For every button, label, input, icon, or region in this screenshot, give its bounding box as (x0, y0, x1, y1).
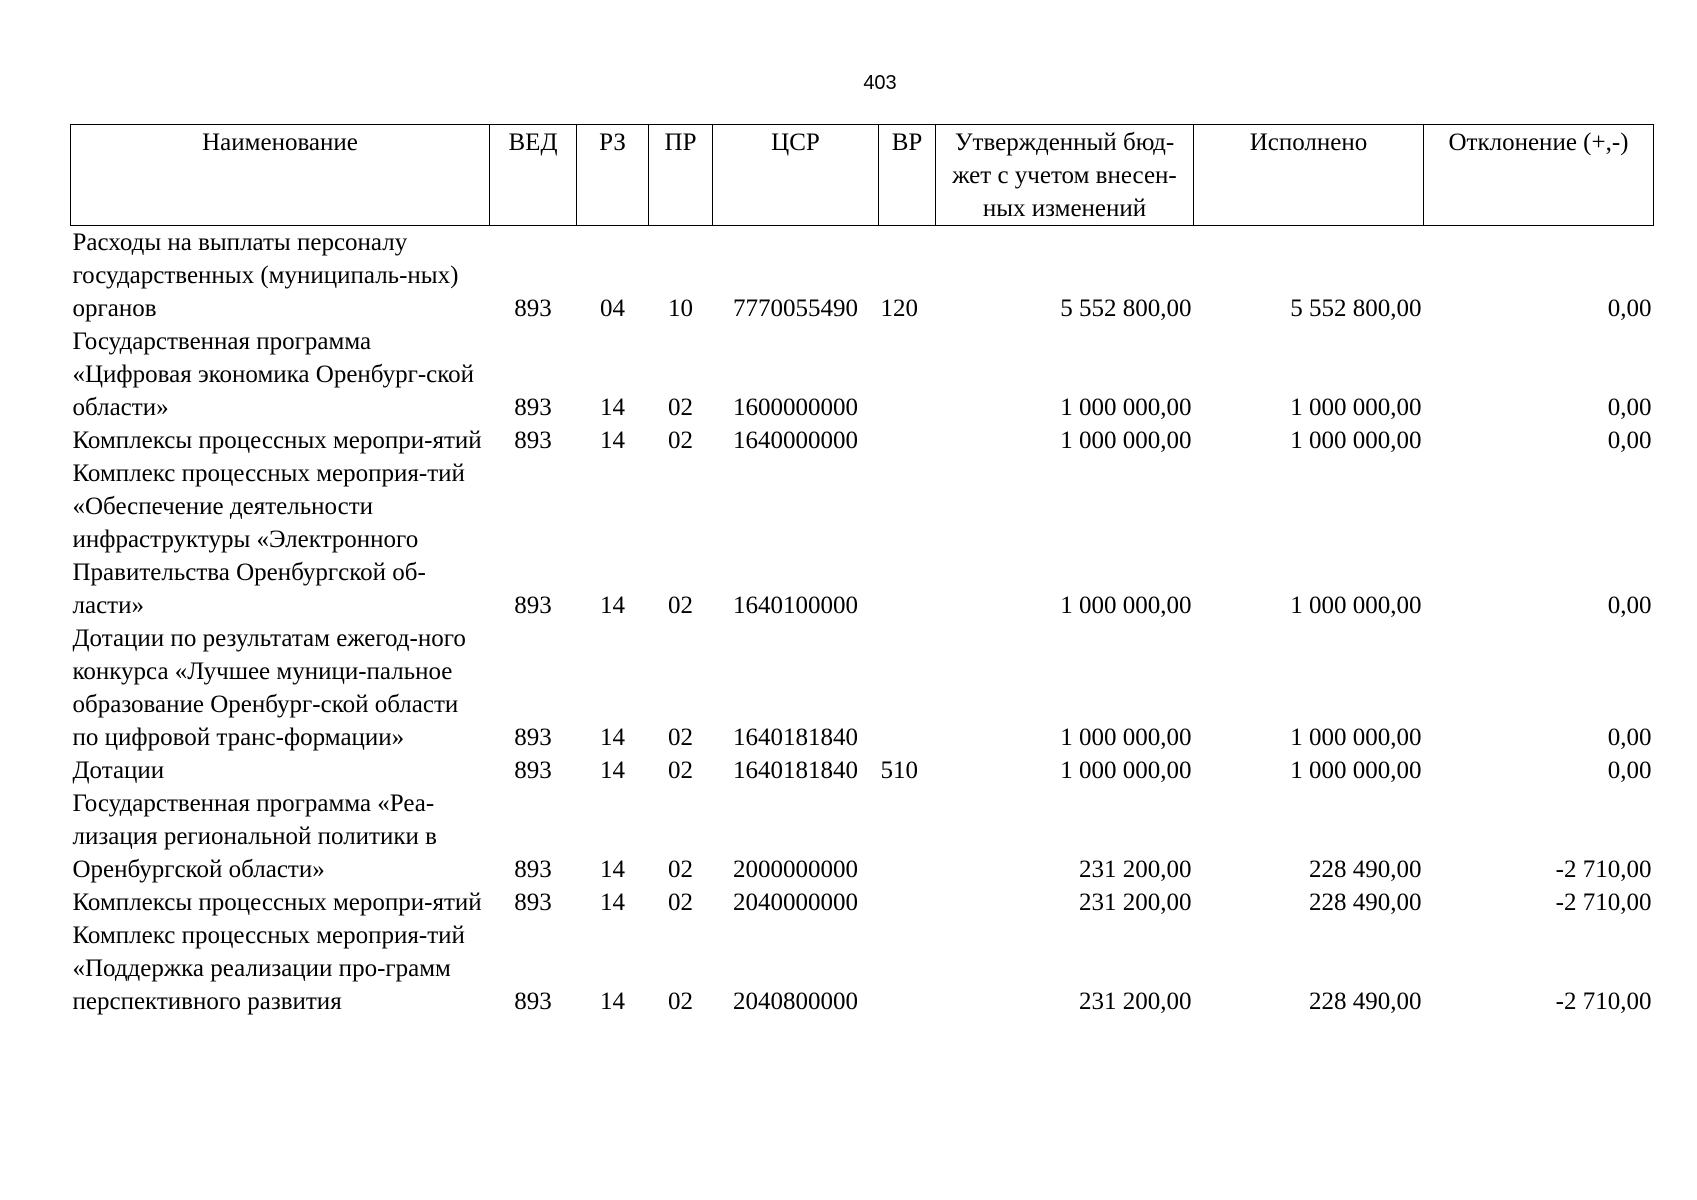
row-approved: 5 552 800,00 (1060, 295, 1192, 322)
row-rz: 14 (600, 889, 625, 916)
row-name: Расходы на выплаты персоналу государственных (муниципаль-ных) органов (72, 229, 459, 322)
table-row (71, 457, 1654, 622)
row-vr (879, 424, 936, 457)
table-body (71, 226, 1654, 1019)
table-row (71, 226, 1654, 326)
row-pr: 02 (668, 724, 693, 751)
table-row (71, 754, 1654, 787)
row-approved: 1 000 000,00 (1060, 724, 1192, 751)
table-row (71, 622, 1654, 754)
row-pr: 02 (668, 592, 693, 619)
row-approved: 231 200,00 (1079, 856, 1192, 883)
row-rz: 04 (600, 295, 625, 322)
row-deviation: 0,00 (1607, 295, 1652, 322)
row-approved: 231 200,00 (1079, 889, 1192, 916)
row-name: Дотации (72, 757, 165, 784)
row-rz: 14 (600, 394, 625, 421)
row-deviation: 0,00 (1607, 724, 1652, 751)
row-pr: 02 (668, 427, 693, 454)
row-ved: 893 (514, 724, 552, 751)
row-ved: 893 (514, 757, 552, 784)
row-csr: 2000000000 (733, 856, 858, 883)
row-name: Дотации по результатам ежегод-ного конкурса «Лучшее муници-пальное образование Оренбург-ской области по цифровой транс-формации» (72, 625, 466, 751)
row-ved: 893 (514, 295, 552, 322)
row-ved: 893 (514, 988, 552, 1015)
row-approved: 1 000 000,00 (1060, 592, 1192, 619)
row-ved: 893 (514, 856, 552, 883)
row-pr: 02 (668, 757, 693, 784)
row-csr: 2040000000 (733, 889, 858, 916)
row-vr (879, 919, 936, 1018)
row-executed: 5 552 800,00 (1290, 295, 1422, 322)
header-name: Наименование (71, 125, 490, 226)
row-ved: 893 (514, 394, 552, 421)
row-vr (879, 325, 936, 424)
row-deviation: -2 710,00 (1555, 889, 1652, 916)
row-pr: 10 (668, 295, 693, 322)
budget-table (70, 124, 1654, 1018)
row-approved: 1 000 000,00 (1060, 427, 1192, 454)
row-csr: 1640000000 (733, 427, 858, 454)
row-approved: 1 000 000,00 (1060, 394, 1192, 421)
row-pr: 02 (668, 394, 693, 421)
row-ved: 893 (514, 427, 552, 454)
table-row (71, 919, 1654, 1018)
table-row (71, 886, 1654, 919)
row-name: Государственная программа «Реа-лизация региональной политики в Оренбургской области» (72, 790, 437, 883)
row-csr: 1640100000 (733, 592, 858, 619)
row-deviation: 0,00 (1607, 757, 1652, 784)
table-header-row (71, 125, 1654, 226)
row-pr: 02 (668, 988, 693, 1015)
row-csr: 1640181840 (733, 724, 858, 751)
row-vr (879, 457, 936, 622)
header-rz: РЗ (577, 125, 649, 226)
row-rz: 14 (600, 592, 625, 619)
row-rz: 14 (600, 757, 625, 784)
row-approved: 1 000 000,00 (1060, 757, 1192, 784)
row-rz: 14 (600, 724, 625, 751)
row-rz: 14 (600, 856, 625, 883)
row-csr: 7770055490 (733, 295, 858, 322)
header-executed: Исполнено (1194, 125, 1424, 226)
row-name: Комплексы процессных меропри-ятий (72, 889, 482, 916)
row-deviation: 0,00 (1607, 427, 1652, 454)
row-vr (879, 622, 936, 754)
header-pr: ПР (649, 125, 713, 226)
header-ved: ВЕД (490, 125, 577, 226)
row-vr: 120 (880, 295, 918, 322)
row-csr: 2040800000 (733, 988, 858, 1015)
row-deviation: 0,00 (1607, 592, 1652, 619)
row-executed: 1 000 000,00 (1290, 394, 1422, 421)
row-rz: 14 (600, 988, 625, 1015)
row-name: Комплекс процессных мероприя-тий «Обеспечение деятельности инфраструктуры «Электронного Правительства Оренбургской об-ласти» (72, 460, 465, 619)
row-ved: 893 (514, 592, 552, 619)
row-vr: 510 (880, 757, 918, 784)
row-pr: 02 (668, 889, 693, 916)
row-executed: 1 000 000,00 (1290, 427, 1422, 454)
row-approved: 231 200,00 (1079, 988, 1192, 1015)
table-row (71, 787, 1654, 886)
row-name: Комплексы процессных меропри-ятий (72, 427, 482, 454)
row-vr (879, 886, 936, 919)
page-number: 403 (863, 72, 897, 94)
header-approved: Утвержденный бюд-жет с учетом внесен-ных изменений (936, 125, 1194, 226)
row-name: Государственная программа «Цифровая экономика Оренбург-ской области» (72, 328, 475, 421)
row-deviation: -2 710,00 (1555, 988, 1652, 1015)
row-executed: 228 490,00 (1309, 889, 1422, 916)
table-row (71, 424, 1654, 457)
header-vr: ВР (879, 125, 936, 226)
header-deviation: Отклонение (+,-) (1424, 125, 1654, 226)
row-deviation: -2 710,00 (1555, 856, 1652, 883)
row-vr (879, 787, 936, 886)
row-ved: 893 (514, 889, 552, 916)
row-pr: 02 (668, 856, 693, 883)
row-executed: 228 490,00 (1309, 988, 1422, 1015)
row-executed: 228 490,00 (1309, 856, 1422, 883)
row-name: Комплекс процессных мероприя-тий «Поддержка реализации про-грамм перспективного развития (72, 922, 465, 1015)
row-rz: 14 (600, 427, 625, 454)
row-executed: 1 000 000,00 (1290, 592, 1422, 619)
row-deviation: 0,00 (1607, 394, 1652, 421)
table-row (71, 325, 1654, 424)
row-csr: 1600000000 (733, 394, 858, 421)
row-csr: 1640181840 (733, 757, 858, 784)
header-csr: ЦСР (713, 125, 879, 226)
row-executed: 1 000 000,00 (1290, 757, 1422, 784)
row-executed: 1 000 000,00 (1290, 724, 1422, 751)
